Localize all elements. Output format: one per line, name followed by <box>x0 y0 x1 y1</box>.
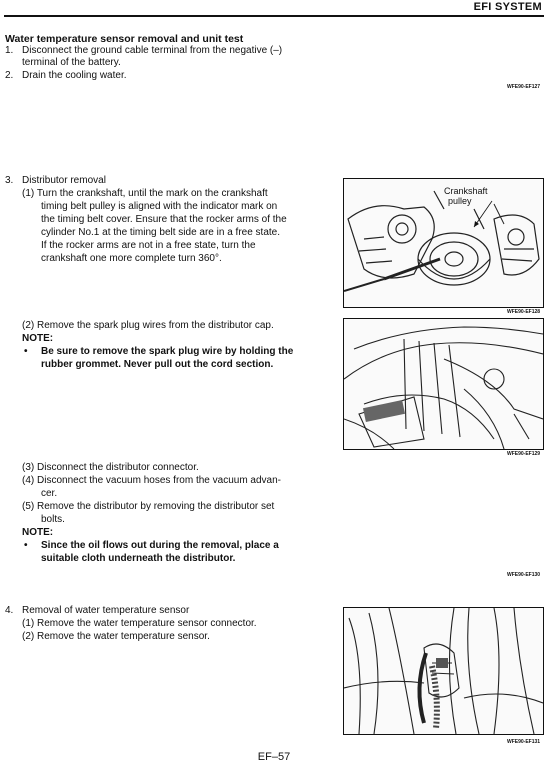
page-number: EF–57 <box>257 751 291 763</box>
header-rule <box>4 15 544 17</box>
figure-code-131: WFE90-EF131 <box>507 739 541 745</box>
figure-crankshaft-pulley <box>343 178 544 308</box>
note1-line1: Be sure to remove the spark plug wire by holding the <box>41 346 294 357</box>
figure-code-129: WFE90-EF129 <box>507 451 541 457</box>
figure-spark-plug-wires <box>343 318 544 450</box>
figure-water-temp-sensor <box>343 607 544 735</box>
step3-sub4-line1: (4) Disconnect the vacuum hoses from the vacuum advan- <box>22 475 282 486</box>
figure-code-128: WFE90-EF128 <box>507 309 541 315</box>
spark-plug-wires-drawing <box>344 319 543 449</box>
note2-label: NOTE: <box>22 527 54 538</box>
step1-number: 1. <box>5 45 14 56</box>
water-temp-sensor-drawing <box>344 608 543 734</box>
note1-bullet: • <box>24 346 28 357</box>
crankshaft-label-line2: pulley <box>448 196 472 206</box>
step4-title: Removal of water temperature sensor <box>22 605 190 616</box>
step3-sub3: (3) Disconnect the distributor connector. <box>22 462 199 473</box>
step3-number: 3. <box>5 175 14 186</box>
note2-line2: suitable cloth underneath the distributor. <box>41 553 236 564</box>
figure-code-130: WFE90-EF130 <box>507 572 541 578</box>
figure-code-127: WFE90-EF127 <box>507 84 541 90</box>
step3-sub1-line6: crankshaft one more complete turn 360°. <box>41 253 222 264</box>
header-title: EFI SYSTEM <box>473 1 542 13</box>
note2-bullet: • <box>24 540 28 551</box>
step3-title: Distributor removal <box>22 175 106 186</box>
step3-sub1-line1: (1) Turn the crankshaft, until the mark on the crankshaft <box>22 188 268 199</box>
section-title: Water temperature sensor removal and unit test <box>5 33 244 45</box>
note1-label: NOTE: <box>22 333 54 344</box>
crankshaft-label-line1: Crankshaft <box>444 186 488 196</box>
step3-sub1-line5: If the rocker arms are not in a free state, turn the <box>41 240 256 251</box>
step3-sub5-line1: (5) Remove the distributor by removing the distributor set <box>22 501 275 512</box>
note2-line1: Since the oil flows out during the removal, place a <box>41 540 279 551</box>
step1-line1: Disconnect the ground cable terminal from the negative (–) <box>22 45 283 56</box>
step3-sub1-line2: timing belt pulley is aligned with the indicator mark on <box>41 201 278 212</box>
step3-sub5-line2: bolts. <box>41 514 65 525</box>
note1-line2: rubber grommet. Never pull out the cord section. <box>41 359 274 370</box>
step3-sub1-line3: the timing belt cover. Ensure that the rocker arms of the <box>41 214 287 225</box>
step1-line2: terminal of the battery. <box>22 57 121 68</box>
step2-number: 2. <box>5 70 14 81</box>
step4-number: 4. <box>5 605 14 616</box>
step2-text: Drain the cooling water. <box>22 70 127 81</box>
step4-sub2: (2) Remove the water temperature sensor. <box>22 631 210 642</box>
step3-sub2: (2) Remove the spark plug wires from the distributor cap. <box>22 320 274 331</box>
step3-sub1-line4: cylinder No.1 at the timing belt side are in a free state. <box>41 227 281 238</box>
step4-sub1: (1) Remove the water temperature sensor connector. <box>22 618 257 629</box>
step3-sub4-line2: cer. <box>41 488 58 499</box>
crankshaft-pulley-drawing <box>344 179 543 307</box>
